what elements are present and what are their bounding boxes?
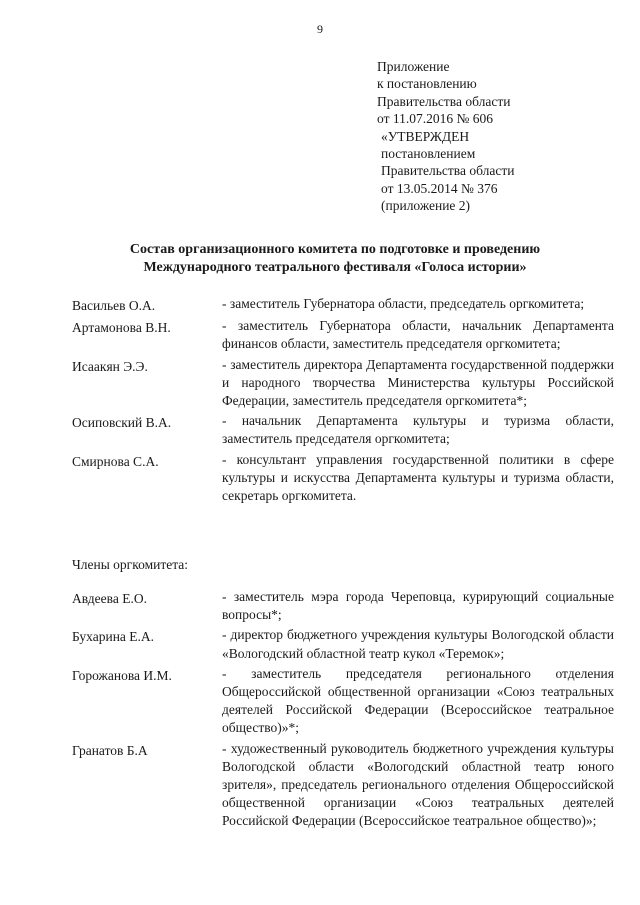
- member-name: Осиповский В.А.: [72, 415, 172, 431]
- member-role: - начальник Департамента культуры и туризма области, заместитель председателя оргкомитета;: [222, 413, 614, 447]
- member-name: Исаакян Э.Э.: [72, 358, 148, 374]
- list-item: [72, 588, 614, 624]
- member-name: Бухарина Е.А.: [72, 629, 155, 645]
- member-name: Васильев О.А.: [72, 298, 156, 313]
- member-name: Авдеева Е.О.: [72, 591, 147, 606]
- list-item: [72, 356, 614, 411]
- member-name: Гранатов Б.А: [72, 742, 148, 758]
- list-item: [72, 412, 614, 448]
- member-name: Смирнова С.А.: [72, 453, 159, 469]
- member-role: - заместитель мэра города Череповца, курирующий социальные вопросы*;: [222, 589, 614, 623]
- appendix-line: постановлением: [381, 146, 476, 162]
- members-list: [72, 588, 614, 833]
- member-name: Горожанова И.М.: [72, 667, 172, 683]
- document-title: [60, 241, 610, 277]
- members-heading: Члены оргкомитета:: [72, 557, 189, 572]
- list-item: [72, 295, 614, 315]
- member-role: - художественный руководитель бюджетного учреждения культуры Вологодской области «Вологодский областной театр юного зрителя», председатель регионального отделения Общероссийской общественной организации «Союз театральных деятелей Российской Федерации (Всероссийское театральное общество)»;: [222, 740, 614, 829]
- member-role: - заместитель председателя регионального отделения Общероссийской общественной организации «Союз театральных деятелей Российской Федерации (Всероссийское театральное общество)»*;: [222, 665, 614, 736]
- appendix-line: «УТВЕРЖДЕН: [381, 128, 470, 144]
- appendix-line: Правительства области: [377, 93, 511, 109]
- member-role: - заместитель Губернатора области, председатель оргкомитета;: [222, 296, 585, 311]
- title-line: Состав организационного комитета по подготовке и проведению: [129, 242, 541, 257]
- list-item: [72, 740, 614, 831]
- list-item: [72, 451, 614, 506]
- leadership-list: [72, 295, 614, 507]
- member-name: Артамонова В.Н.: [72, 320, 171, 336]
- appendix-block: [377, 58, 514, 215]
- title-line: Международного театрального фестиваля «Голоса истории»: [143, 260, 527, 275]
- member-role: - консультант управления государственной политики в сфере культуры и искусства Департамента культуры и туризма области, секретарь оргкомитета.: [222, 451, 614, 504]
- member-role: - заместитель Губернатора области, начальник Департамента финансов области, заместитель председателя оргкомитета;: [222, 318, 614, 352]
- list-item: [72, 665, 614, 738]
- page-number: 9: [317, 22, 323, 36]
- appendix-line: Приложение: [377, 59, 450, 74]
- appendix-line: Правительства области: [381, 163, 515, 179]
- list-item: [72, 626, 614, 662]
- member-role: - заместитель директора Департамента государственной поддержки и народного творчества Министерства культуры Российской Федерации, заместитель председателя оргкомитета*;: [222, 356, 614, 409]
- appendix-line: от 11.07.2016 № 606: [377, 111, 493, 127]
- appendix-line: от 13.05.2014 № 376: [381, 180, 498, 196]
- member-role: - директор бюджетного учреждения культуры Вологодской области «Вологодский областной театр кукол «Теремок»;: [222, 627, 614, 661]
- list-item: [72, 317, 614, 353]
- appendix-line: к постановлению: [377, 76, 477, 92]
- appendix-line: (приложение 2): [381, 198, 471, 214]
